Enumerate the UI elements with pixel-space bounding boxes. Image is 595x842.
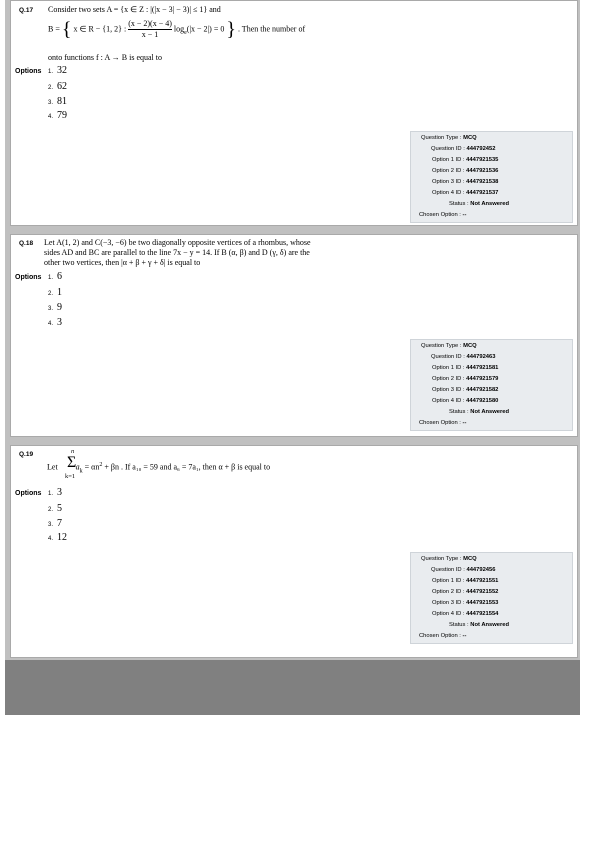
info-option-3-id: Option 3 ID : 4447921582 bbox=[432, 387, 499, 393]
info-question-type: Question Type : MCQ bbox=[421, 556, 477, 562]
option-value: 1 bbox=[57, 287, 62, 298]
option-value: 7 bbox=[57, 518, 62, 529]
question-info-panel bbox=[410, 339, 573, 431]
info-question-id: Question ID : 444792452 bbox=[431, 146, 496, 152]
option-number: 4. bbox=[48, 536, 54, 542]
info-option-4-id: Option 4 ID : 4447921554 bbox=[432, 611, 499, 617]
info-option-1-id: Option 1 ID : 4447921535 bbox=[432, 157, 499, 163]
option-number: 1. bbox=[48, 491, 54, 497]
option-value: 62 bbox=[57, 81, 67, 92]
question-number: Q.19 bbox=[19, 451, 34, 458]
sum-sign: Σ bbox=[67, 454, 77, 471]
option-value: 32 bbox=[57, 65, 67, 76]
option-number: 4. bbox=[48, 114, 54, 120]
info-question-id: Question ID : 444792456 bbox=[431, 567, 496, 573]
question-text-line: Let A(1, 2) and C(−3, −6) be two diagonally opposite vertices of a rhombus, whose bbox=[44, 238, 311, 247]
question-text-line: B = { x ∈ R − {1, 2} : $\frac{(x - 2)(x - 4)}{x - 1}$ $\log_e(|x - 2|) = 0$ } . Then the number of bbox=[48, 18, 306, 41]
question-text-line: Consider two sets A = {x ∈ Z : |(|x − 3| − 3)| ≤ 1} and bbox=[48, 5, 221, 14]
question-info-panel bbox=[410, 552, 573, 644]
options-label: Options bbox=[15, 490, 42, 497]
option-value: 5 bbox=[57, 503, 62, 514]
option-number: 4. bbox=[48, 321, 54, 327]
question-block-17 bbox=[10, 0, 578, 226]
info-status: Status : Not Answered bbox=[449, 622, 510, 628]
info-chosen-option: Chosen Option : -- bbox=[419, 633, 467, 639]
info-question-type: Question Type : MCQ bbox=[421, 135, 477, 141]
option-value: 3 bbox=[57, 487, 62, 498]
option-number: 1. bbox=[48, 69, 54, 75]
info-chosen-option: Chosen Option : -- bbox=[419, 212, 467, 218]
info-status: Status : Not Answered bbox=[449, 201, 510, 207]
option-number: 2. bbox=[48, 291, 54, 297]
info-option-3-id: Option 3 ID : 4447921538 bbox=[432, 179, 499, 185]
info-status: Status : Not Answered bbox=[449, 409, 510, 415]
sum-upper-limit: n bbox=[71, 448, 75, 455]
option-value: 6 bbox=[57, 271, 62, 282]
option-value: 9 bbox=[57, 302, 62, 313]
info-option-2-id: Option 2 ID : 4447921552 bbox=[432, 589, 499, 595]
question-text-line: onto functions f : A → B is equal to bbox=[48, 53, 162, 62]
question-number: Q.17 bbox=[19, 7, 34, 14]
question-info-panel bbox=[410, 131, 573, 223]
question-number: Q.18 bbox=[19, 240, 34, 247]
option-number: 3. bbox=[48, 306, 54, 312]
option-number: 2. bbox=[48, 85, 54, 91]
option-value: 3 bbox=[57, 317, 62, 328]
question-block-18 bbox=[10, 234, 578, 437]
option-value: 12 bbox=[57, 532, 67, 543]
option-value: 81 bbox=[57, 96, 67, 107]
info-chosen-option: Chosen Option : -- bbox=[419, 420, 467, 426]
option-number: 3. bbox=[48, 522, 54, 528]
info-question-type: Question Type : MCQ bbox=[421, 343, 477, 349]
options-label: Options bbox=[15, 68, 42, 75]
question-text-line: sides AD and BC are parallel to the line 7x − y = 14. If B (α, β) and D (γ, δ) are the bbox=[44, 248, 310, 257]
option-value: 79 bbox=[57, 110, 67, 121]
option-number: 1. bbox=[48, 275, 54, 281]
question-block-19 bbox=[10, 445, 578, 658]
option-number: 3. bbox=[48, 100, 54, 106]
info-option-3-id: Option 3 ID : 4447921553 bbox=[432, 600, 499, 606]
info-option-4-id: Option 4 ID : 4447921537 bbox=[432, 190, 499, 196]
question-text-line: Let $a_k = \alpha n^2 + \beta n$ . If a₁₀ = 59 and a₆ = 7a₁, then α + β is equal to bbox=[47, 462, 271, 475]
info-question-id: Question ID : 444792463 bbox=[431, 354, 496, 360]
sum-lower-limit: k=1 bbox=[65, 473, 76, 480]
option-number: 2. bbox=[48, 507, 54, 513]
info-option-4-id: Option 4 ID : 4447921580 bbox=[432, 398, 499, 404]
fraction: $\frac{(x - 2)(x - 4)}{x - 1}$ bbox=[128, 19, 172, 39]
info-option-1-id: Option 1 ID : 4447921551 bbox=[432, 578, 499, 584]
info-option-1-id: Option 1 ID : 4447921581 bbox=[432, 365, 499, 371]
info-option-2-id: Option 2 ID : 4447921536 bbox=[432, 168, 499, 174]
footer-bar bbox=[5, 660, 580, 715]
options-label: Options bbox=[15, 274, 42, 281]
info-option-2-id: Option 2 ID : 4447921579 bbox=[432, 376, 499, 382]
question-text-line: other two vertices, then |α + β + γ + δ| is equal to bbox=[44, 258, 201, 267]
